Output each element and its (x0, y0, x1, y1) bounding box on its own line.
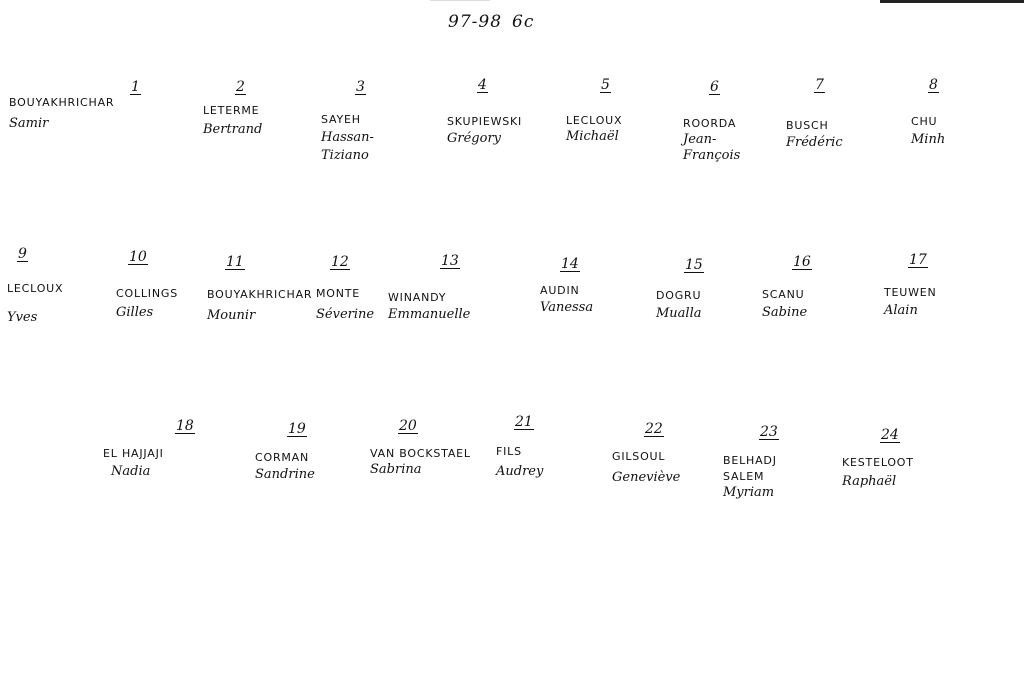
student-first-name: Bertrand (203, 122, 263, 137)
student-18 (103, 415, 195, 480)
student-number: 7 (815, 77, 824, 93)
student-surname: MONTE (316, 287, 361, 300)
student-first-name: Emmanuelle (388, 307, 471, 322)
student-surname: ROORDA (683, 117, 737, 130)
student-surname: GILSOUL (612, 450, 666, 463)
student-1 (9, 96, 114, 132)
student-first-name: Sandrine (255, 467, 315, 482)
student-number: 19 (288, 421, 306, 437)
student-7 (786, 74, 843, 151)
student-surname: FILS (496, 445, 522, 458)
student-first-name: Hassan- (321, 130, 374, 145)
student-15 (656, 254, 704, 322)
student-number: 22 (645, 421, 663, 437)
student-first-name: Nadia (111, 464, 151, 479)
student-surname: SKUPIEWSKI (447, 115, 523, 128)
student-first-name: Gilles (116, 305, 154, 320)
student-surname: BOUYAKHRICHAR (207, 288, 313, 301)
student-surname: LECLOUX (7, 282, 64, 295)
student-number: 21 (515, 414, 533, 430)
student-9 (7, 243, 63, 326)
student-surname: KESTELOOT (842, 456, 914, 469)
student-surname: CHU (911, 115, 938, 128)
student-16 (762, 251, 812, 321)
school-year: 97-98 (448, 12, 503, 32)
student-number: 15 (685, 257, 703, 273)
sheet-header (448, 12, 534, 32)
student-number: 16 (793, 254, 811, 270)
student-first-name: Séverine (316, 307, 375, 322)
student-first-name: Geneviève (612, 470, 681, 485)
student-first-name: Yves (7, 310, 38, 325)
student-surname: LECLOUX (566, 114, 623, 127)
student-8 (911, 74, 945, 148)
student-surname: SAYEH (321, 113, 361, 126)
student-first-name: Alain (884, 303, 918, 318)
student-first-name: Mualla (656, 306, 702, 321)
student-1-number-block (130, 76, 141, 95)
student-number: 12 (331, 254, 349, 270)
student-17 (884, 249, 937, 319)
student-19 (255, 418, 315, 483)
student-14 (540, 253, 593, 316)
student-number: 9 (18, 246, 27, 262)
student-first-name: Sabrina (370, 462, 422, 477)
student-10 (116, 246, 178, 321)
student-first-name-2: François (683, 148, 741, 163)
student-number: 6 (710, 79, 719, 95)
student-number: 8 (929, 77, 938, 93)
student-first-name: Vanessa (540, 300, 594, 315)
student-5 (566, 74, 622, 145)
student-first-name-2: Tiziano (321, 148, 369, 163)
student-surname: EL HAJJAJI (103, 447, 164, 460)
student-surname: BOUYAKHRICHAR (9, 96, 115, 109)
student-surname: BUSCH (786, 119, 829, 132)
student-number: 20 (399, 418, 417, 434)
student-22 (612, 418, 680, 486)
student-first-name: Jean- (683, 132, 717, 147)
student-first-name: Samir (9, 116, 49, 131)
student-first-name: Frédéric (786, 135, 843, 150)
student-surname: COLLINGS (116, 287, 178, 300)
student-surname: AUDIN (540, 284, 580, 297)
student-20 (370, 415, 480, 478)
student-number: 11 (226, 254, 244, 270)
student-2 (203, 76, 262, 138)
student-number: 18 (176, 418, 194, 434)
student-surname: LETERME (203, 104, 260, 117)
student-number: 1 (131, 79, 140, 95)
student-6 (683, 76, 740, 164)
student-number: 10 (129, 249, 147, 265)
student-surname: TEUWEN (884, 286, 937, 299)
student-24 (842, 424, 914, 490)
student-4 (447, 74, 522, 147)
student-first-name: Sabine (762, 305, 808, 320)
student-number: 2 (236, 79, 245, 95)
student-number: 14 (561, 256, 579, 272)
class-code: 6c (512, 12, 535, 32)
scan-edge-mark (880, 0, 1024, 3)
student-first-name: Myriam (723, 485, 775, 500)
student-surname: SCANU (762, 288, 805, 301)
scan-speck (430, 0, 490, 1)
student-number: 23 (760, 424, 778, 440)
student-3 (321, 76, 374, 164)
student-first-name: Audrey (496, 464, 544, 479)
student-surname: DOGRU (656, 289, 702, 302)
student-surname: WINANDY (388, 291, 447, 304)
student-number: 17 (909, 252, 927, 268)
student-21 (496, 411, 543, 480)
student-12 (316, 251, 374, 323)
student-first-name: Mounir (207, 308, 256, 323)
student-surname: BELHADJ SALEM (723, 454, 777, 483)
student-first-name: Grégory (447, 131, 501, 146)
student-first-name: Michaël (566, 129, 619, 144)
student-number: 4 (478, 77, 487, 93)
student-13 (388, 250, 470, 323)
student-number: 24 (881, 427, 899, 443)
student-number: 13 (441, 253, 459, 269)
student-number: 5 (601, 77, 610, 93)
student-first-name: Minh (911, 132, 946, 147)
student-23 (723, 421, 803, 501)
student-number: 3 (356, 79, 365, 95)
student-surname: CORMAN (255, 451, 310, 464)
student-11 (207, 251, 312, 324)
student-first-name: Raphaël (842, 474, 897, 489)
student-surname: VAN BOCKSTAEL (370, 447, 471, 460)
